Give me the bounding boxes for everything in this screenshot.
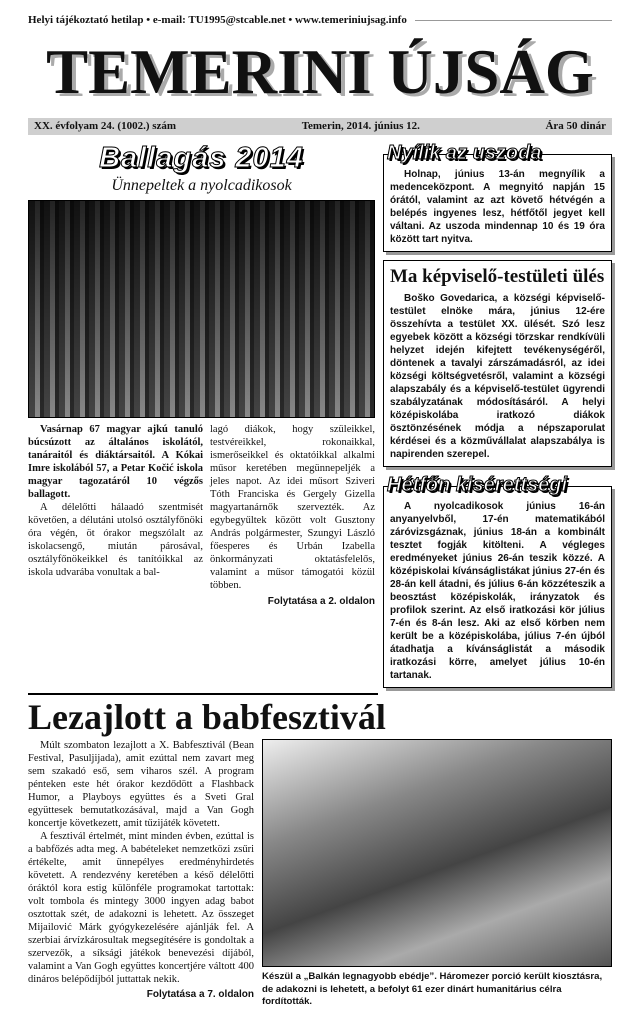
babfesztival-paragraph-1: Múlt szombaton lezajlott a X. Babfesztivál (Bean Festival, Pasuljijada), amit ezúttal nem zavart meg sem szakadó eső, sem viharos szél. A program pénteken este hét órakor kezdődött a Flashback Humor, a Playboys együttes és a Sveti Gral együttesek bemutatkozásával, majd a Van Gogh koncertje következett, amit tűzijáték követett. xyxy=(28,740,254,829)
ballagas-section xyxy=(28,141,375,688)
ballagas-subtitle: Ünnepeltek a nyolcadikosok xyxy=(111,177,292,194)
tagline-rule xyxy=(415,20,612,21)
issue-number: XX. évfolyam 24. (1002.) szám xyxy=(34,120,177,132)
top-line xyxy=(28,14,612,26)
uszoda-headline: Nyílik az uszoda xyxy=(387,142,542,164)
uszoda-text: Holnap, június 13-án megnyílik a medenceközpont. A megnyitó napján 15 órától, valamint az azt követő hétvégén a belépés ingyenes lesz, hétfőtől jegyet kell váltani. Az uszoda mindennap 10 és 19 óra között tart nyitva. xyxy=(390,169,605,245)
ballagas-headline: Ballagás 2014 xyxy=(99,142,304,174)
masthead xyxy=(28,26,612,118)
graduation-photo xyxy=(28,200,375,418)
uszoda-box xyxy=(383,154,612,252)
ballagas-paragraph-2: lagó diákok, hogy szüleikkel, testvéreikkel, rokonaikkal, ismerőseikkel és oktatóikkal alkalmi műsor keretében megünnepeljék a jeles napot. Az idei műsort Sziveri Tóth Franciska és Gergely Gizella magyartanárnők szervezték. Az egybegyűltek között volt Gusztony András polgármester, Szungyi László főesperes és Urbán Izabella önkormányzati oktatásfelelős, valamint a műsor támogatói közül többen. xyxy=(210,424,375,591)
right-column xyxy=(383,141,612,688)
ballagas-column-1 xyxy=(28,423,203,608)
uszoda-section xyxy=(383,141,612,252)
tagline: Helyi tájékoztató hetilap • e-mail: TU1995@stcable.net • www.temeriniujsag.info xyxy=(28,14,407,26)
ballagas-paragraph-1: A délelőtti hálaadó szentmisét követően, a délutáni utolsó osztályfőnöki óra végén, öt órakor megszólalt az iskolacsengő, miután párosával, osztályfőnökeikkel és tanítóikkal az iskola udvarába vonultak a bal- xyxy=(28,502,203,578)
babfesztival-paragraph-2: A fesztivál értelmét, mint minden évben, ezúttal is a babfőzés adta meg. A babételeket nemzetközi zsűri értékelte, amit ünnepélyes eredményhirdetés követett. A rendezvény keretében a késő délelőtti óráktól kora estig különféle programokat tartottak: volt tombola és mintegy 3000 ingyen adag babot osztottak szét, de adakozni is lehetett. Az összeget Mijailović Márk gyógykezelésére ajánlják fel. A szerbiai árvízkárosultak megsegítésére is gondoltak a szervezők, a síksági játékok benevezési díjából, valamint a Van Gogh együttes koncertjére váltott 400 dináros belépődíjból juttattak nekik. xyxy=(28,831,254,985)
babfesztival-text xyxy=(28,739,254,986)
ballagas-lead: Vasárnap 67 magyar ajkú tanuló búcsúzott az általános iskolától, tanáraitól és diáktársaitól. A Kókai Imre iskolából 57, a Petar Kočić iskola magyar tagozatáról 10 végzős ballagott. xyxy=(28,424,203,500)
bean-cooking-photo xyxy=(262,739,612,967)
kisérettsegi-text: A nyolcadikosok június 16-án anyanyelvből, 17-én matematikából záróvizsgáznak, június 18-án a kombinált tesztet fogják kitölteni. A végleges eredményeket június 26-án teszik közzé. A középiskolai kívánságlistákat június 27-én és 28-án kell átadni, és július 6-án közzéteszik a beosztást középiskolák, irányzatok és profilok szerint. Az első iratkozási kör július 7-én és 8-án lesz. Aki az első körben nem került be a középiskolába, július 7-én újból átadhatja a kívánságlistát a második iratkozási körre, amelyet július 10-én tartanak. xyxy=(390,501,605,681)
kisérettsegi-headline: Hétfőn kisérettségi xyxy=(387,474,568,496)
kisérettsegi-box xyxy=(383,486,612,688)
babfesztival-section xyxy=(28,739,612,1009)
issue-date: Temerin, 2014. június 12. xyxy=(301,120,420,132)
ules-headline: Ma képviselő-testületi ülés xyxy=(390,266,605,287)
top-section xyxy=(28,141,612,688)
ballagas-columns xyxy=(28,423,375,608)
kisérettsegi-section xyxy=(383,473,612,688)
issue-info-bar xyxy=(28,118,612,135)
ules-text: Boško Govedarica, a községi képviselő-testület elnöke mára, június 12-ére összehívta a testület XX. ülését. Szó lesz egyebek között a községi törzskar rendkívüli helyzet idején kifejtett tevékenységéről, döntenek a tavalyi zárszámadásról, az idei községi költségvetésről, valamint a községi alapszabály és a képviselő-testület ügyrendi szabályzatának módosításáról. A helyi középiskolába iratkozó diákok ösztönzésének módja a népszaporulat kérdései és a közművállalat alapszabálya is napirenden szerepel. xyxy=(390,293,605,460)
issue-price: Ára 50 dinár xyxy=(545,120,606,132)
babfesztival-article xyxy=(28,739,254,1009)
babfesztival-photo-block xyxy=(262,739,612,1009)
babfesztival-headline: Lezajlott a babfesztivál xyxy=(28,697,386,737)
ballagas-continued-link[interactable]: Folytatása a 2. oldalon xyxy=(267,596,375,607)
babfesztival-continued-link[interactable]: Folytatása a 7. oldalon xyxy=(146,989,254,1000)
ules-box xyxy=(383,260,612,467)
newspaper-title: TEMERINI ÚJSÁG xyxy=(46,37,594,107)
photo-caption: Készül a „Balkán legnagyobb ebédje”. Háromezer porció került kiosztásra, de adakozni is lehetett, a befolyt 61 ezer dinárt humanitárius célra fordították. xyxy=(262,971,603,1007)
ballagas-column-2 xyxy=(210,423,375,608)
